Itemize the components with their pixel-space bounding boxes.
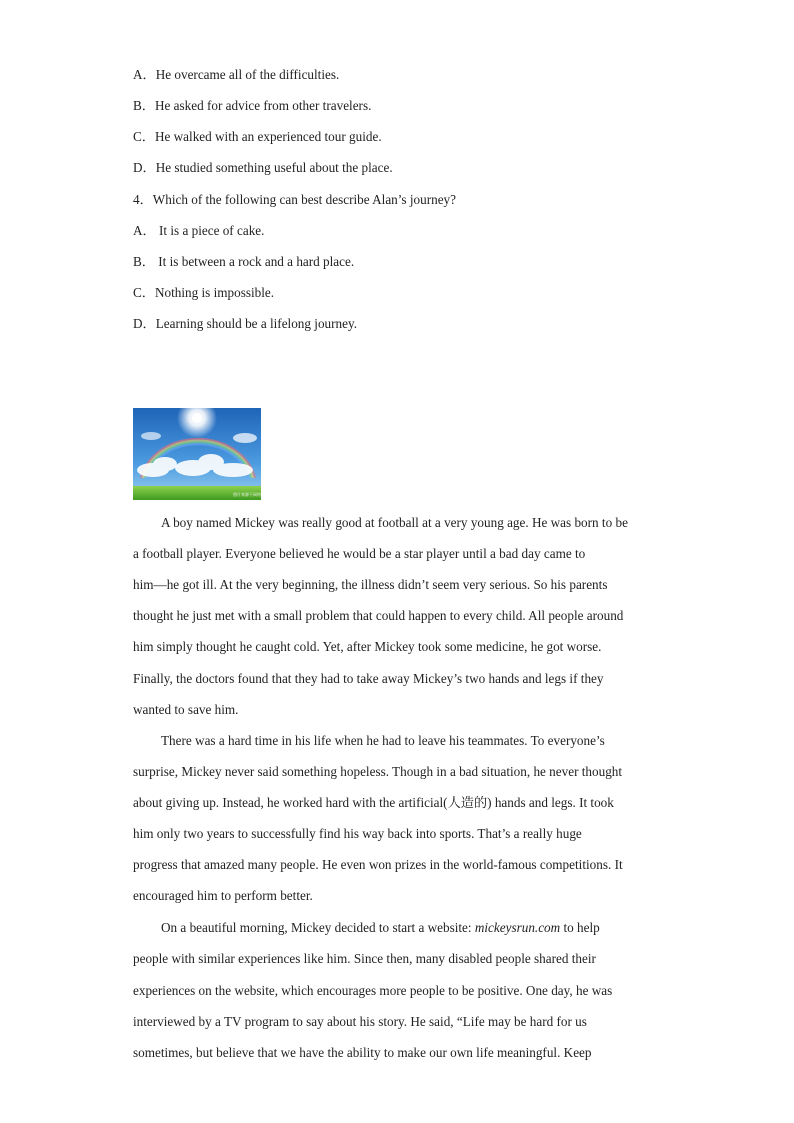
p3-line-5: sometimes, but believe that we have the ability to make our own life meaningful. Keep bbox=[133, 1045, 592, 1060]
rainbow-sky-image bbox=[133, 408, 261, 500]
p3-line-2: people with similar experiences like him. Since then, many disabled people shared their bbox=[133, 951, 596, 966]
p3-text-after: to help bbox=[560, 920, 600, 935]
q4-option-c: C．Nothing is impossible. bbox=[133, 285, 275, 300]
p1-line-1: A boy named Mickey was really good at football at a very young age. He was born to be bbox=[161, 515, 628, 530]
option-c: C．He walked with an experienced tour guide. bbox=[133, 129, 382, 144]
q4-option-d: D．Learning should be a lifelong journey. bbox=[133, 316, 358, 331]
p1-line-5: him simply thought he caught cold. Yet, after Mickey took some medicine, he got worse. bbox=[133, 639, 602, 654]
website-name: mickeysrun.com bbox=[474, 920, 561, 935]
option-b: B．He asked for advice from other travelers. bbox=[133, 98, 372, 113]
p2-line-4: him only two years to successfully find his way back into sports. That’s a really huge bbox=[133, 826, 582, 841]
p2-line-2: surprise, Mickey never said something hopeless. Though in a bad situation, he never thought bbox=[133, 764, 623, 779]
option-d: D．He studied something useful about the place. bbox=[133, 160, 393, 175]
p3-line-1 bbox=[161, 920, 661, 936]
p1-line-4: thought he just met with a small problem that could happen to every child. All people around bbox=[133, 608, 624, 623]
question-4-stem: 4．Which of the following can best describe Alan’s journey? bbox=[133, 192, 457, 207]
p3-line-4: interviewed by a TV program to say about his story. He said, “Life may be hard for us bbox=[133, 1014, 587, 1029]
p2-line-3: about giving up. Instead, he worked hard with the artificial(人造的) hands and legs. It took bbox=[133, 795, 614, 810]
q4-option-a: A． It is a piece of cake. bbox=[133, 223, 265, 238]
p2-line-1: There was a hard time in his life when he had to leave his teammates. To everyone’s bbox=[161, 733, 605, 748]
option-a: A．He overcame all of the difficulties. bbox=[133, 67, 340, 82]
p3-line-3: experiences on the website, which encourages more people to be positive. One day, he was bbox=[133, 983, 613, 998]
p1-line-3: him—he got ill. At the very beginning, the illness didn’t seem very serious. So his parents bbox=[133, 577, 608, 592]
p2-line-6: encouraged him to perform better. bbox=[133, 888, 313, 903]
p1-line-2: a football player. Everyone believed he would be a star player until a bad day came to bbox=[133, 546, 586, 561]
p1-line-7: wanted to save him. bbox=[133, 702, 239, 717]
image-watermark: 图片来源于网络 bbox=[233, 492, 261, 497]
q4-option-b: B． It is between a rock and a hard place. bbox=[133, 254, 355, 269]
p1-line-6: Finally, the doctors found that they had to take away Mickey’s two hands and legs if they bbox=[133, 671, 604, 686]
p3-text-before: On a beautiful morning, Mickey decided to start a website: bbox=[161, 920, 475, 935]
p2-line-5: progress that amazed many people. He even won prizes in the world-famous competitions. It bbox=[133, 857, 623, 872]
